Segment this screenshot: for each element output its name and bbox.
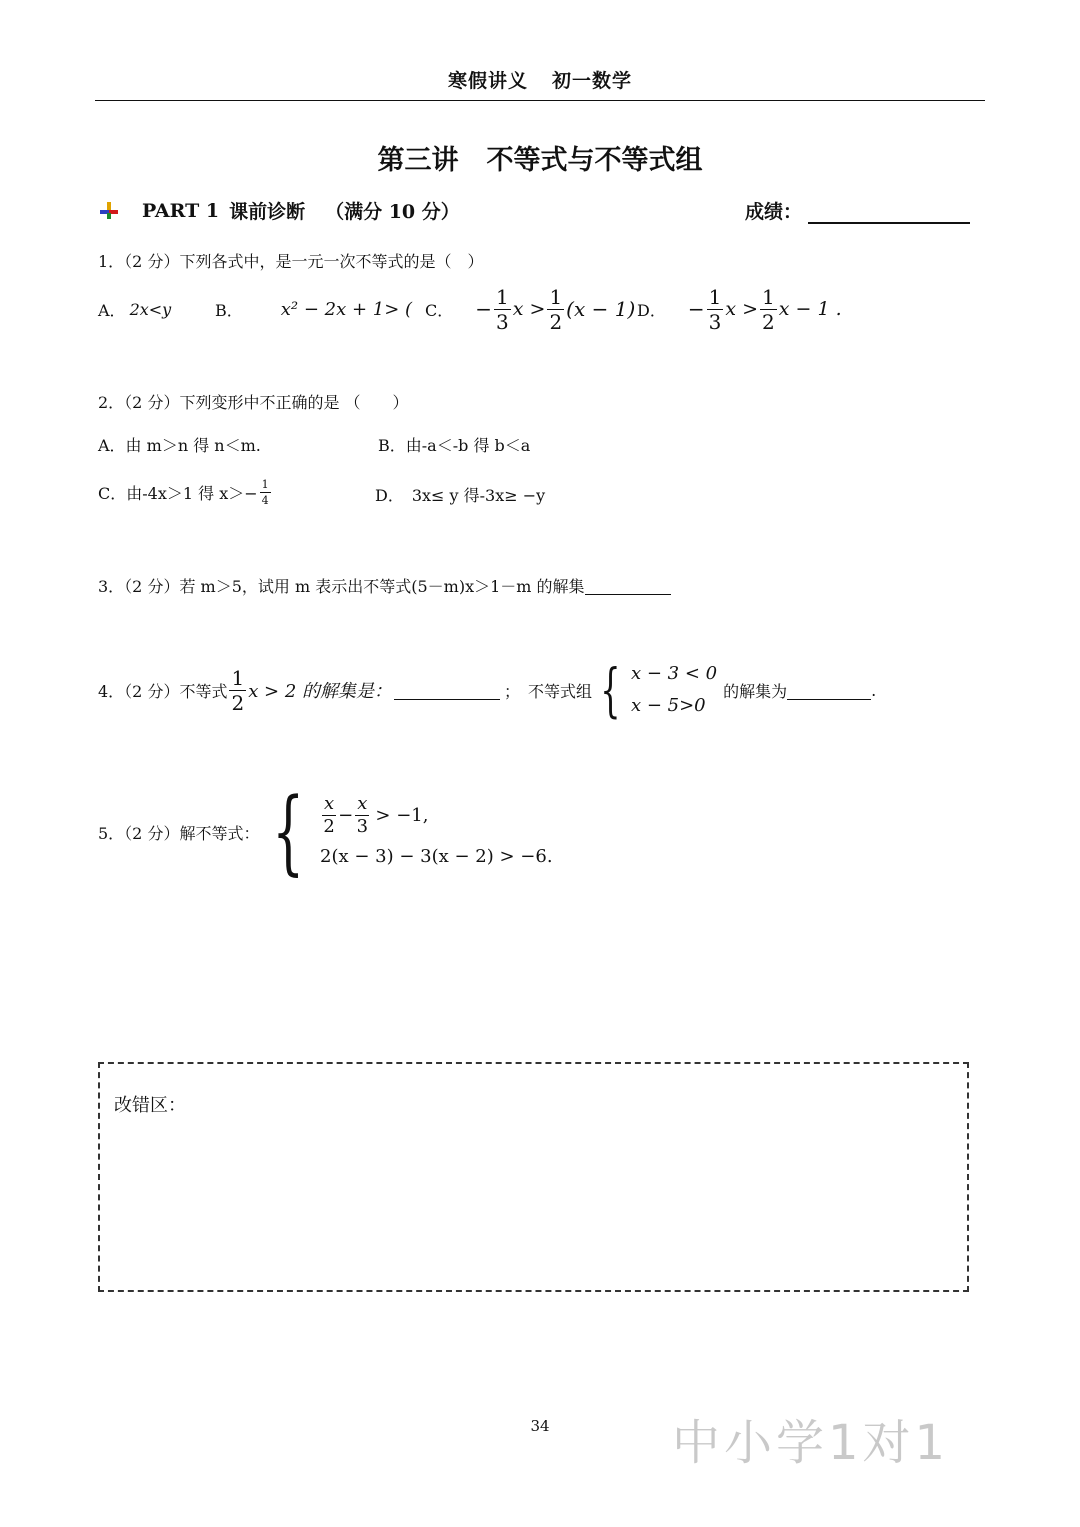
correction-area[interactable] [98,1062,969,1292]
score-field[interactable] [745,197,970,224]
q4-stem: 4．（2 分）不等式 $\frac{1}{2}$ x > 2 的解集是： ； 不等式组 { x − 3 < 0 x − 5>0 的解集为 . [98,656,877,724]
q1-option-c: C． − $\frac{1}{3}$ x > $\frac{1}{2}$ (x − 1) [425,284,636,334]
q2-option-a: A．由 m＞n 得 n＜m. [98,436,261,455]
q1-option-d: D． − $\frac{1}{3}$ x > $\frac{1}{2}$ x − 1 . [637,284,842,334]
score-blank[interactable] [808,202,970,224]
q4-answer-blank-1[interactable] [394,681,500,700]
part-label: PART 1 [142,199,220,222]
q5-stem: 5．（2 分）解不等式： { $\frac{x}{2}$ − $\frac{x}{3}$ > −1, 2(x − 3) − 3(x − 2) > −6. [98,778,553,885]
q2-option-b: B．由-a＜-b 得 b＜a [378,436,531,455]
q1-option-a: A． 2x<y [98,299,172,320]
q1-option-b: B． x² − 2x + 1> ( [215,298,413,320]
watermark: 中小学1对1 [672,1415,950,1471]
part-heading [98,197,460,224]
part-score-note: （满分 10 分） [325,201,460,223]
q3-stem: 3．（2 分）若 m＞5，试用 m 表示出不等式(5－m)x＞1－m 的解集 [98,574,671,597]
score-label: 成绩： [745,201,803,223]
title-topic: 不等式与不等式组 [486,145,703,176]
correction-label: 改错区： [114,1095,186,1116]
header-right: 初一数学 [552,70,633,92]
page-title [0,138,1080,177]
part-name: 课前诊断 [229,201,306,223]
q2-option-c: C．由-4x＞1 得 x＞− $\frac{1}{4}$ [98,477,269,507]
page-header [0,66,1080,93]
q2-option-d: D． 3x≤ y 得-3x≥ −y [375,486,546,505]
title-lecture: 第三讲 [377,145,459,176]
page-number: 34 [530,1417,550,1435]
q1-stem: 1．（2 分）下列各式中，是一元一次不等式的是（ ） [98,252,484,271]
q4-answer-blank-2[interactable] [787,681,871,700]
q2-stem: 2．（2 分）下列变形中不正确的是 （ ） [98,393,409,412]
header-rule [95,100,985,101]
q3-answer-blank[interactable] [585,576,671,595]
bullet-icon [98,200,120,222]
header-left: 寒假讲义 [447,70,528,92]
